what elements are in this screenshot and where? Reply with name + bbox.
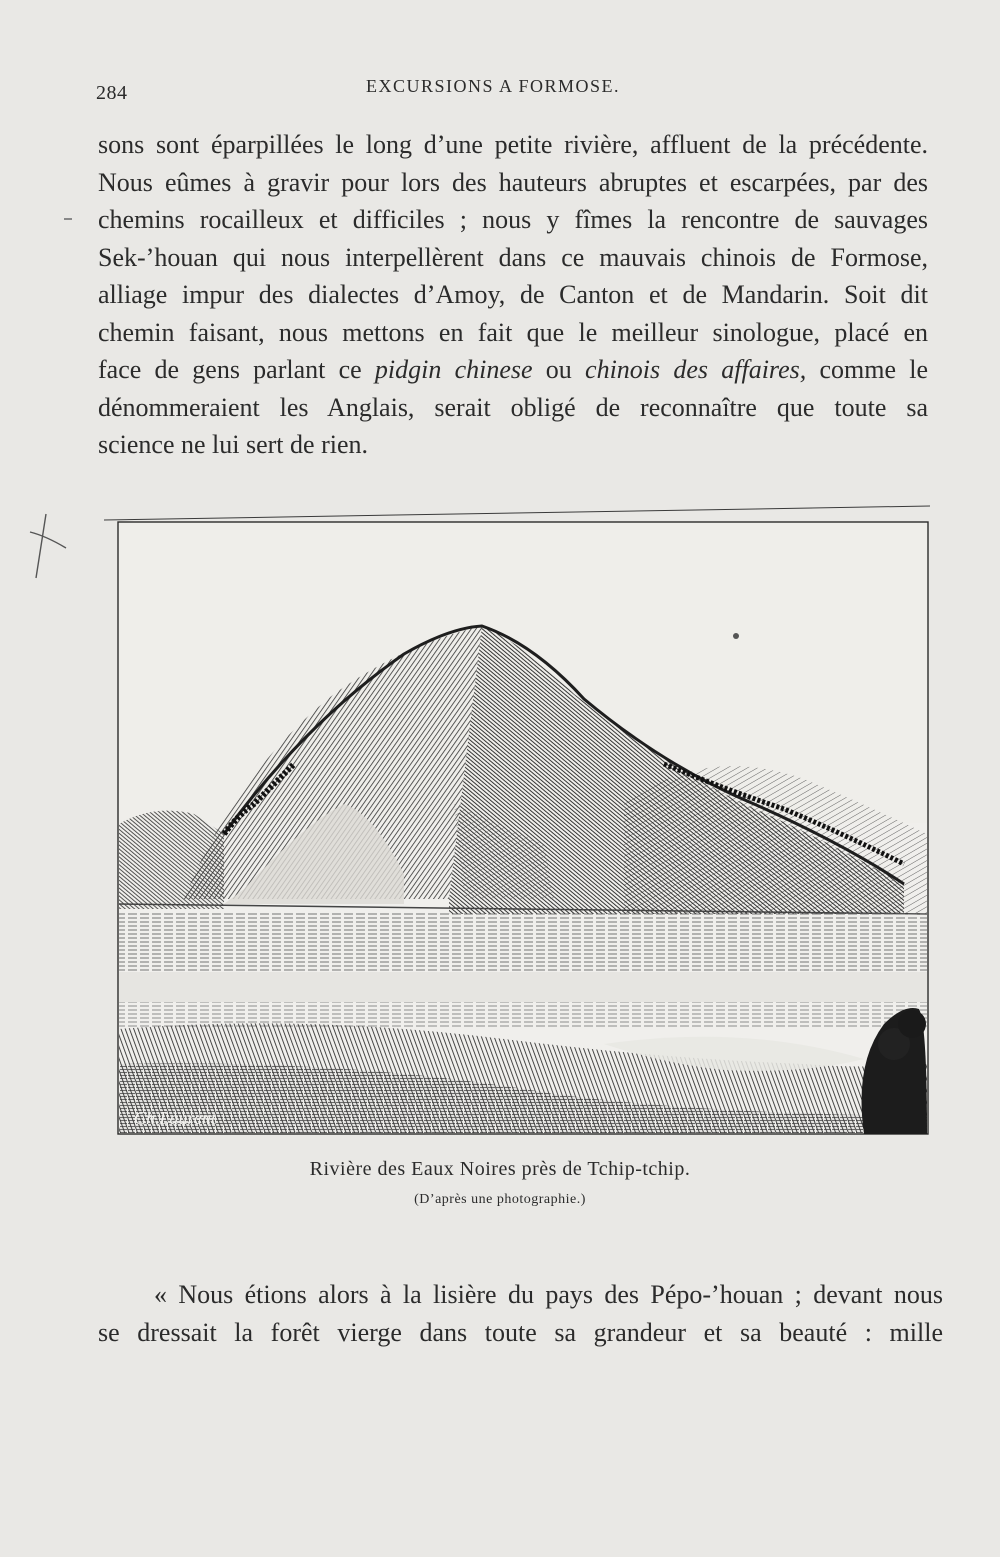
figure-caption: Rivière des Eaux Noires près de Tchip-tchip.: [309, 1158, 691, 1180]
running-title: EXCURSIONS A FORMOSE.: [366, 76, 621, 96]
text-line: se dressait la forêt vierge dans toute sa grandeur et sa beauté : mille: [98, 1317, 943, 1347]
engraving-image: [104, 504, 934, 1140]
text-run: face de gens parlant ce: [98, 355, 375, 384]
italic-term: pidgin chinese: [374, 355, 533, 384]
text-line: science ne lui sert de rien.: [98, 430, 368, 459]
text-run: comme le: [806, 355, 929, 384]
text-line: « Nous étions alors à la lisière du pays des Pépo-’houan ; devant nous: [154, 1280, 943, 1309]
italic-term: chinois des affaires,: [585, 355, 807, 384]
text-run: ou: [532, 355, 586, 384]
paragraph-2: [98, 1276, 943, 1351]
artist-signature: Ch.Laurent: [134, 1108, 216, 1128]
text-line: Nous eûmes à gravir pour lors des hauteurs abruptes et escarpées, par des: [98, 167, 928, 197]
margin-dash: [64, 218, 72, 220]
running-head: [96, 76, 922, 106]
figure-credit: (D’après une photographie.): [414, 1192, 586, 1207]
paragraph-1: [98, 126, 928, 464]
text-line: chemin faisant, nous mettons en fait que le meilleur sinologue, placé en: [98, 317, 928, 347]
page-number: 284: [96, 82, 128, 104]
text-line: sons sont éparpillées le long d’une petite rivière, affluent de la précédente.: [98, 130, 928, 159]
text-line-with-italics: [98, 351, 928, 389]
text-line: dénommeraient les Anglais, serait obligé de reconnaître que toute sa: [98, 392, 928, 422]
engraving-illustration: [104, 504, 934, 1140]
text-line: Sek-’houan qui nous interpellèrent dans ce mauvais chinois de Formose,: [98, 242, 928, 272]
text-line: alliage impur des dialectes d’Amoy, de Canton et de Mandarin. Soit dit: [98, 280, 928, 309]
text-line: chemins rocailleux et difficiles ; nous y fîmes la rencontre de sauvages: [98, 205, 928, 234]
pencil-cross-mark: [26, 512, 70, 582]
